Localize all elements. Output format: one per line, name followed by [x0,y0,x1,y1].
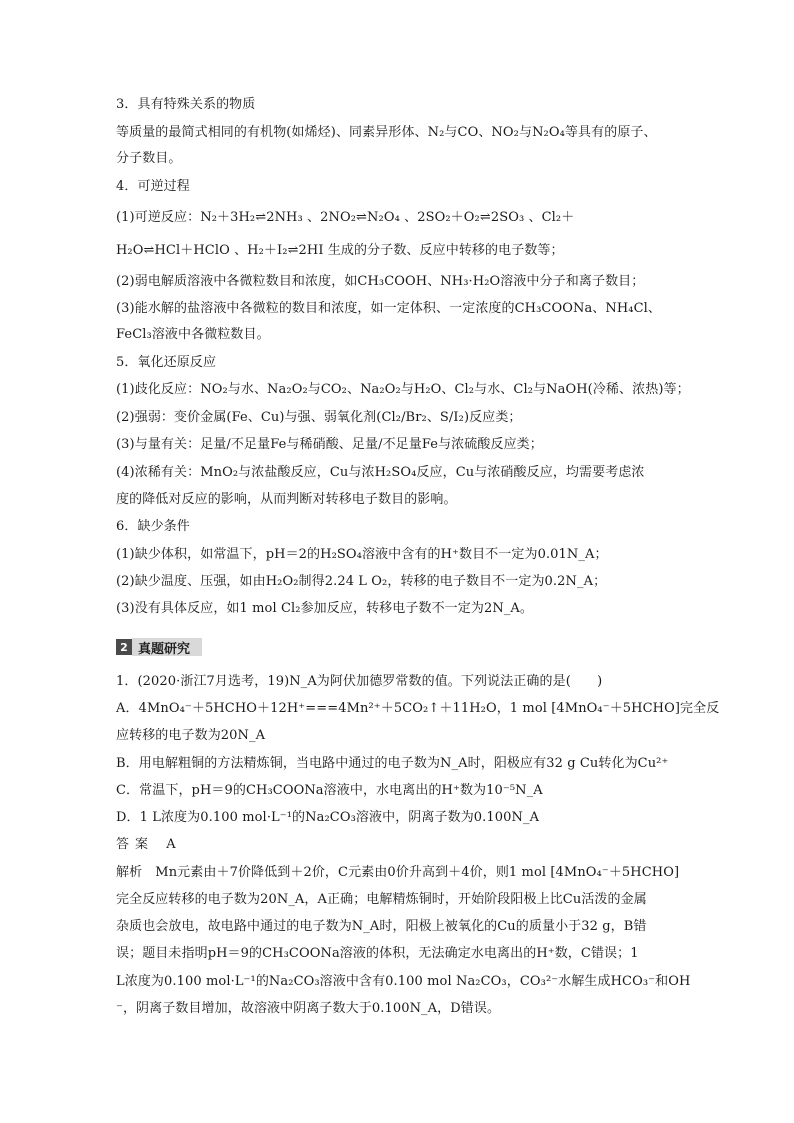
analysis-line: 杂质也会放电，故电路中通过的电子数为N_A时，阳极上被氧化的Cu的质量小于32 g，B错 [116,919,647,934]
text-line: (1)歧化反应：NO₂与水、Na₂O₂与CO₂、Na₂O₂与H₂O、Cl₂与水、Cl₂与NaOH(冷稀、浓热)等； [116,382,690,397]
option-a: A．4MnO₄⁻＋5HCHO＋12H⁺===4Mn²⁺＋5CO₂↑＋11H₂O，1 mol [4MnO₄⁻＋5HCHO]完全反 [116,701,720,716]
text-line: (3)能水解的盐溶液中各微粒的数目和浓度，如一定体积、一定浓度的CH₃COONa、NH₄Cl、 [116,301,662,316]
analysis-line: ⁻，阴离子数目增加，故溶液中阴离子数大于0.100N_A，D错误。 [116,1001,501,1016]
text-line: 分子数目。 [116,151,182,166]
answer-line [116,836,696,854]
option-d: D．1 L浓度为0.100 mol·L⁻¹的Na₂CO₃溶液中，阴离子数为0.100N_A [116,810,540,825]
text-line: H₂O⇌HCl＋HClO 、H₂＋I₂⇌2HI 生成的分子数、反应中转移的电子数等； [116,243,564,258]
option-c: C．常温下，pH＝9的CH₃COONa溶液中，水电离出的H⁺数为10⁻⁵N_A [116,783,543,798]
answer-value: A [166,837,176,852]
option-b: B．用电解粗铜的方法精炼铜，当电路中通过的电子数为N_A时，阳极应有32 g Cu转化为Cu²⁺ [116,756,669,771]
text-line: (2)弱电解质溶液中各微粒数目和浓度，如CH₃COOH、NH₃·H₂O溶液中分子和离子数目； [116,274,645,289]
analysis-line: 解析 Mn元素由＋7价降低到＋2价，C元素由0价升高到＋4价，则1 mol [4MnO₄⁻＋5HCHO] [116,865,680,880]
heading-redox: 5．氧化还原反应 [116,355,217,370]
section-title: 真题研究 [132,638,202,656]
text-line: (4)浓稀有关：MnO₂与浓盐酸反应，Cu与浓H₂SO₄反应，Cu与浓硝酸反应，均需要考虑浓 [116,465,645,480]
text-line: 等质量的最简式相同的有机物(如烯烃)、同素异形体、N₂与CO、NO₂与N₂O₄等具有的原子、 [116,125,657,140]
question-stem: 1．(2020·浙江7月选考，19)N_A为阿伏加德罗常数的值。下列说法正确的是( ) [116,674,603,689]
analysis-line: L浓度为0.100 mol·L⁻¹的Na₂CO₃溶液中含有0.100 mol Na₂CO₃，CO₃²⁻水解生成HCO₃⁻和OH [116,974,691,989]
text-line: (3)与量有关：足量/不足量Fe与稀硝酸、足量/不足量Fe与浓硫酸反应类； [116,437,543,452]
text-line: FeCl₃溶液中各微粒数目。 [116,327,270,342]
text-line: (2)强弱：变价金属(Fe、Cu)与强、弱氧化剂(Cl₂/Br₂、S/I₂)反应类； [116,410,522,425]
analysis-line: 误；题目未指明pH＝9的CH₃COONa溶液的体积，无法确定水电离出的H⁺数，C错误；1 [116,946,639,961]
section-number: 2 [116,639,132,655]
answer-label: 答案 [116,837,155,852]
option-a-cont: 应转移的电子数为20N_A [116,728,266,743]
section-header [116,637,202,657]
heading-reversible: 4．可逆过程 [116,179,190,194]
heading-missing-conditions: 6．缺少条件 [116,519,190,534]
analysis-line: 完全反应转移的电子数为20N_A，A正确；电解精炼铜时，开始阶段阳极上比Cu活泼的金属 [116,892,647,907]
text-line: (3)没有具体反应，如1 mol Cl₂参加反应，转移电子数不一定为2N_A。 [116,601,534,616]
text-line: (2)缺少温度、压强，如由H₂O₂制得2.24 L O₂，转移的电子数目不一定为0.2N_A； [116,574,607,589]
text-line: (1)可逆反应：N₂＋3H₂⇌2NH₃ 、2NO₂⇌N₂O₄ 、2SO₂＋O₂⇌2SO₃ 、Cl₂＋ [116,210,575,225]
text-line: (1)缺少体积，如常温下，pH＝2的H₂SO₄溶液中含有的H⁺数目不一定为0.01N_A； [116,547,608,562]
text-line: 度的降低对反应的影响，从而判断对转移电子数目的影响。 [116,492,457,507]
heading-special-relation: 3．具有特殊关系的物质 [116,97,256,112]
